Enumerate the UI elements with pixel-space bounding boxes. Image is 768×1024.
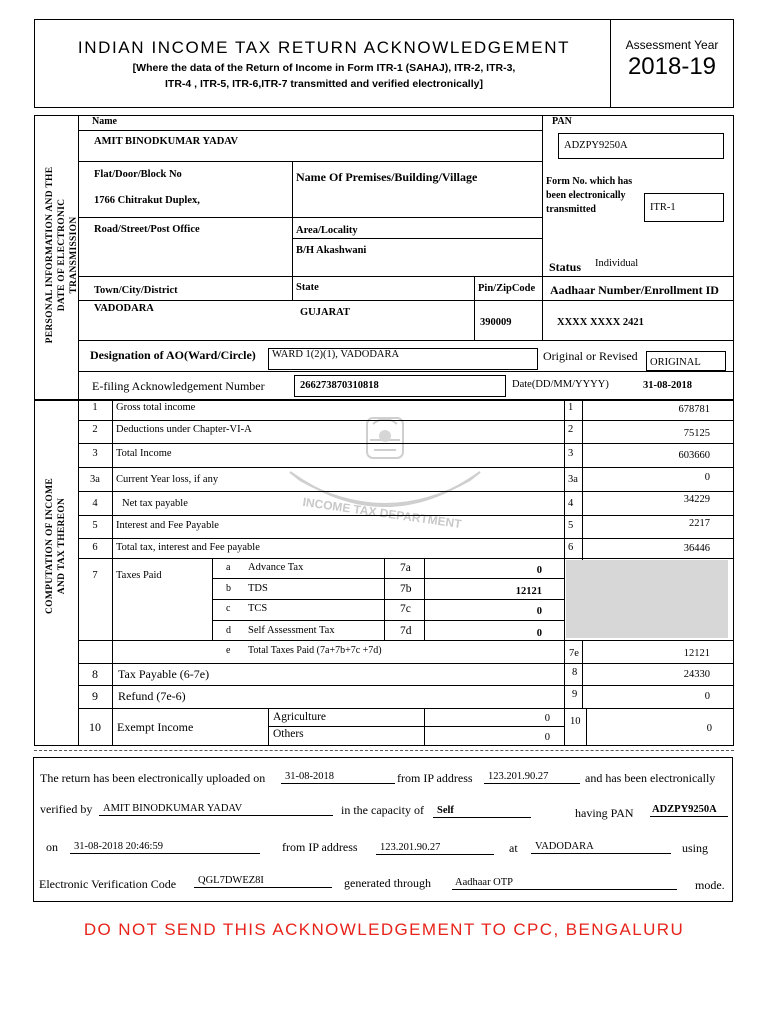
agri-value: 0	[544, 713, 550, 724]
form-no-value: ITR-1	[650, 202, 676, 213]
state-label: State	[296, 282, 319, 293]
town-value: VADODARA	[94, 303, 154, 314]
verify-text-3: and has been electronically	[585, 771, 716, 785]
verifier-pan: ADZPY9250A	[650, 803, 728, 817]
row-number: 9	[92, 689, 98, 703]
tax-item-code: 7a	[400, 562, 411, 574]
row-ref: 3	[568, 448, 574, 459]
orig-label: Original or Revised	[543, 349, 638, 363]
efile-value: 266273870310818	[300, 380, 379, 391]
watermark-text: INCOME TAX DEPARTMENT	[301, 494, 463, 532]
taxes-paid-no: 7	[92, 570, 98, 581]
row-label: Interest and Fee Payable	[116, 520, 219, 531]
tax-item-value: 0	[536, 606, 542, 617]
row-number: 8	[92, 667, 98, 681]
tax-item-label: TDS	[248, 583, 268, 594]
row-label: Total Income	[116, 448, 172, 459]
verify-text-10: using	[682, 841, 709, 855]
row-number: 3a	[90, 474, 100, 485]
flat-label: Flat/Door/Block No	[94, 169, 182, 180]
row-label: Deductions under Chapter-VI-A	[116, 424, 252, 435]
verify-text-5: in the capacity of	[341, 803, 424, 817]
row-value: 0	[704, 472, 710, 483]
tax-item-label: Self Assessment Tax	[248, 625, 335, 636]
ao-value: WARD 1(2)(1), VADODARA	[272, 349, 400, 360]
row-ref: 3a	[568, 474, 578, 485]
computation-side-label: COMPUTATION OF INCOME AND TAX THEREON	[45, 478, 67, 614]
status-value: Individual	[595, 258, 639, 269]
row-value: 0	[704, 691, 710, 702]
evc-code: QGL7DWEZ8I	[194, 874, 332, 888]
evc-method: Aadhaar OTP	[452, 876, 677, 890]
pin-value: 390009	[480, 317, 512, 328]
row-ref: 1	[568, 402, 574, 413]
upload-date: 31-08-2018	[281, 770, 395, 784]
exempt-value: 0	[706, 723, 712, 734]
footer-warning: DO NOT SEND THIS ACKNOWLEDGEMENT TO CPC, BENGALURU	[83, 920, 685, 939]
row-value: 603660	[678, 450, 710, 461]
pan-value: ADZPY9250A	[564, 140, 628, 151]
assessment-year-value: 2018-19	[627, 53, 717, 80]
others-value: 0	[544, 732, 550, 743]
tax-item-value: 0	[536, 565, 542, 576]
row-label: Gross total income	[116, 402, 196, 413]
row-number: 1	[92, 402, 98, 413]
tax-item-letter: a	[226, 562, 231, 573]
form-no-label: Form No. which has been electronically transmitted	[546, 176, 633, 215]
row-number: 2	[92, 424, 98, 435]
area-label: Area/Locality	[296, 225, 358, 236]
aadhaar-label: Aadhaar Number/Enrollment ID	[550, 283, 719, 297]
row-value: 36446	[683, 543, 710, 554]
exempt-no: 10	[89, 720, 101, 734]
verify-datetime: 31-08-2018 20:46:59	[70, 840, 260, 854]
tax-item-letter: b	[226, 583, 231, 594]
tax-item-label: Advance Tax	[248, 562, 304, 573]
flat-value: 1766 Chitrakut Duplex,	[94, 195, 200, 206]
exempt-ref: 10	[570, 716, 581, 727]
total-taxes-ref: 7e	[569, 648, 579, 659]
row-label: Refund (7e-6)	[118, 689, 186, 703]
orig-value: ORIGINAL	[650, 357, 701, 368]
row-label: Current Year loss, if any	[116, 474, 219, 485]
name-value: AMIT BINODKUMAR YADAV	[94, 136, 239, 147]
row-value: 678781	[678, 404, 710, 415]
row-value: 75125	[683, 428, 710, 439]
verify-text-13: mode.	[695, 878, 725, 892]
pan-label: PAN	[552, 116, 572, 127]
date-value: 31-08-2018	[643, 380, 692, 391]
ao-label: Designation of AO(Ward/Circle)	[90, 348, 256, 362]
agri-label: Agriculture	[273, 711, 327, 723]
page-title: INDIAN INCOME TAX RETURN ACKNOWLEDGEMENT	[77, 38, 571, 57]
tax-item-letter: d	[226, 625, 231, 636]
tax-item-code: 7b	[400, 583, 412, 595]
taxes-paid-label: Taxes Paid	[116, 570, 162, 581]
tax-item-code: 7d	[400, 625, 412, 637]
verify-text-12: generated through	[344, 876, 431, 890]
row-ref: 8	[572, 667, 578, 678]
tax-item-label: TCS	[248, 603, 268, 614]
verifier-name: AMIT BINODKUMAR YADAV	[99, 802, 333, 816]
aadhaar-value: XXXX XXXX 2421	[557, 317, 644, 328]
row-ref: 6	[568, 542, 574, 553]
name-label: Name	[92, 116, 117, 127]
row-number: 5	[92, 520, 98, 531]
page-subtitle-line1: [Where the data of the Return of Income in Form ITR-1 (SAHAJ), ITR-2, ITR-3,	[132, 62, 516, 74]
state-value: GUJARAT	[300, 307, 350, 318]
pin-label: Pin/ZipCode	[478, 283, 536, 294]
row-ref: 2	[568, 424, 574, 435]
row-number: 3	[92, 448, 98, 459]
row-label: Net tax payable	[122, 498, 188, 509]
area-value: B/H Akashwani	[296, 245, 367, 256]
upload-ip: 123.201.90.27	[484, 770, 580, 784]
assessment-year-label: Assessment Year	[625, 38, 719, 52]
verify-place: VADODARA	[531, 840, 671, 854]
row-ref: 5	[568, 520, 574, 531]
row-ref: 9	[572, 689, 578, 700]
row-value: 24330	[683, 669, 710, 680]
row-number: 6	[92, 542, 98, 553]
town-label: Town/City/District	[94, 285, 178, 296]
tax-item-code: 7c	[400, 603, 411, 615]
row-number: 4	[92, 498, 98, 509]
tax-item-value: 0	[536, 628, 542, 639]
total-taxes-letter: e	[226, 645, 231, 656]
row-value: 34229	[683, 494, 710, 505]
total-taxes-label: Total Taxes Paid (7a+7b+7c +7d)	[248, 645, 382, 656]
verify-text-8: from IP address	[282, 840, 358, 854]
row-ref: 4	[568, 498, 574, 509]
verify-text-6: having PAN	[575, 806, 634, 820]
verify-text-7: on	[46, 840, 58, 854]
efile-label: E-filing Acknowledgement Number	[92, 379, 265, 393]
tax-item-letter: c	[226, 603, 231, 614]
verify-text-2: from IP address	[397, 771, 473, 785]
road-label: Road/Street/Post Office	[94, 224, 200, 235]
verifier-capacity: Self	[433, 804, 531, 818]
row-label: Tax Payable (6-7e)	[118, 667, 210, 681]
verify-text-9: at	[509, 841, 518, 855]
date-label: Date(DD/MM/YYYY)	[512, 379, 609, 390]
exempt-label: Exempt Income	[117, 720, 194, 734]
tax-item-value: 12121	[515, 586, 542, 597]
total-taxes-value: 12121	[683, 648, 710, 659]
verify-text-4: verified by	[40, 802, 93, 816]
row-value: 2217	[689, 518, 710, 529]
row-label: Total tax, interest and Fee payable	[116, 542, 260, 553]
page-subtitle-line2: ITR-4 , ITR-5, ITR-6,ITR-7 transmitted and verified electronically]	[165, 78, 483, 90]
taxes-paid-shaded-area	[566, 560, 728, 638]
verify-text-11: Electronic Verification Code	[39, 877, 177, 891]
verify-ip: 123.201.90.27	[376, 841, 494, 855]
personal-side-label: PERSONAL INFORMATION AND THE DATE OF ELECTRONIC TRANSMISSION	[45, 166, 79, 344]
verify-text-1: The return has been electronically uploaded on	[40, 771, 266, 785]
premises-label: Name Of Premises/Building/Village	[296, 170, 478, 184]
section-divider	[34, 750, 734, 751]
status-label: Status	[549, 260, 582, 274]
others-label: Others	[273, 728, 304, 740]
